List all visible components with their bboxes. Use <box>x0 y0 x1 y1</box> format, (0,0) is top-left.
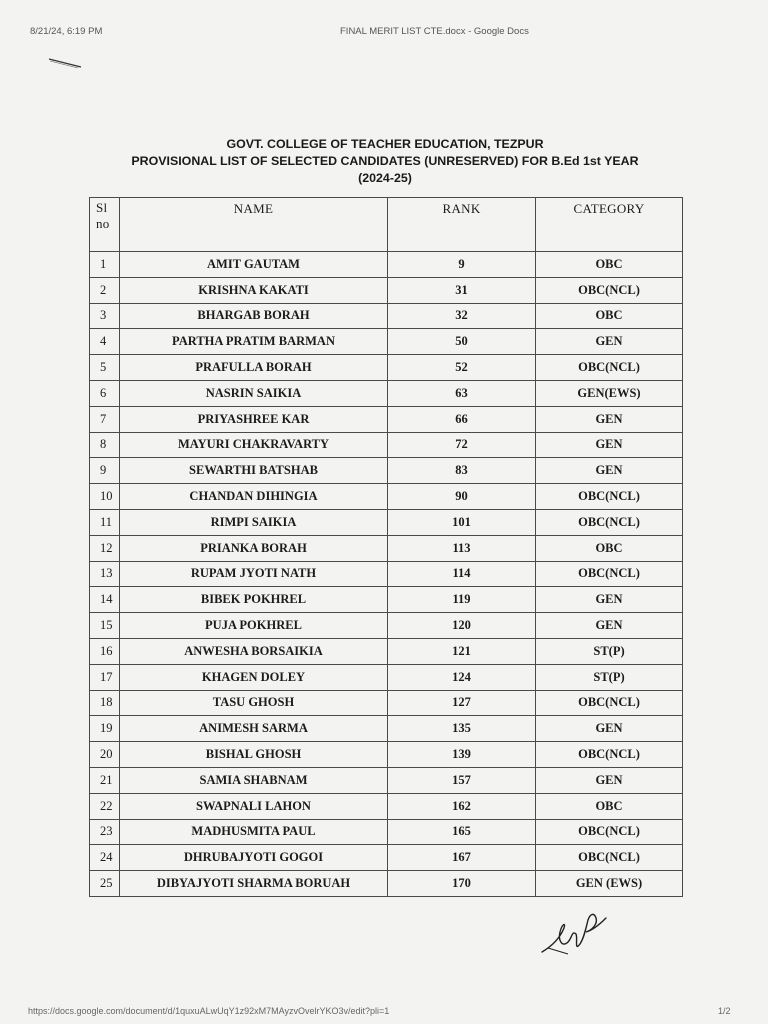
cell-sl-no: 20 <box>90 742 120 768</box>
cell-sl-no: 9 <box>90 458 120 484</box>
table-row <box>90 509 683 535</box>
cell-sl-no: 13 <box>90 561 120 587</box>
cell-rank: 170 <box>388 871 536 897</box>
cell-sl-no: 23 <box>90 819 120 845</box>
cell-category: OBC(NCL) <box>536 484 683 510</box>
cell-rank: 113 <box>388 535 536 561</box>
cell-sl-no: 4 <box>90 329 120 355</box>
cell-rank: 50 <box>388 329 536 355</box>
document-heading <box>60 136 710 187</box>
cell-rank: 31 <box>388 277 536 303</box>
table-header-row <box>90 198 683 252</box>
cell-category: GEN <box>536 767 683 793</box>
signature <box>538 908 608 960</box>
cell-name: PRAFULLA BORAH <box>120 355 388 381</box>
table-row <box>90 535 683 561</box>
cell-sl-no: 24 <box>90 845 120 871</box>
cell-name: ANWESHA BORSAIKIA <box>120 638 388 664</box>
table-row <box>90 561 683 587</box>
header-sl-line2: no <box>96 216 110 231</box>
cell-category: OBC(NCL) <box>536 355 683 381</box>
cell-category: OBC <box>536 252 683 278</box>
cell-category: ST(P) <box>536 664 683 690</box>
cell-category: OBC(NCL) <box>536 277 683 303</box>
cell-name: RUPAM JYOTI NATH <box>120 561 388 587</box>
header-sl-line1: Sl <box>96 200 108 215</box>
cell-rank: 119 <box>388 587 536 613</box>
table-row <box>90 742 683 768</box>
cell-name: CHANDAN DIHINGIA <box>120 484 388 510</box>
cell-name: SAMIA SHABNAM <box>120 767 388 793</box>
cell-name: MADHUSMITA PAUL <box>120 819 388 845</box>
cell-rank: 90 <box>388 484 536 510</box>
cell-sl-no: 22 <box>90 793 120 819</box>
table-row <box>90 252 683 278</box>
header-category: CATEGORY <box>536 198 683 252</box>
cell-category: ST(P) <box>536 638 683 664</box>
print-footer <box>0 1006 768 1020</box>
cell-category: GEN <box>536 329 683 355</box>
cell-rank: 72 <box>388 432 536 458</box>
cell-rank: 121 <box>388 638 536 664</box>
table-row <box>90 613 683 639</box>
cell-sl-no: 11 <box>90 509 120 535</box>
table-body <box>90 252 683 897</box>
stray-pen-mark <box>48 56 84 70</box>
cell-rank: 120 <box>388 613 536 639</box>
table-row <box>90 638 683 664</box>
header-sl-no <box>90 198 120 252</box>
cell-rank: 165 <box>388 819 536 845</box>
table-row <box>90 406 683 432</box>
cell-category: GEN <box>536 406 683 432</box>
cell-category: GEN(EWS) <box>536 380 683 406</box>
cell-name: KHAGEN DOLEY <box>120 664 388 690</box>
cell-category: OBC(NCL) <box>536 509 683 535</box>
cell-sl-no: 3 <box>90 303 120 329</box>
table-row <box>90 793 683 819</box>
print-timestamp: 8/21/24, 6:19 PM <box>30 26 103 37</box>
cell-sl-no: 2 <box>90 277 120 303</box>
cell-category: OBC <box>536 793 683 819</box>
cell-sl-no: 6 <box>90 380 120 406</box>
cell-sl-no: 25 <box>90 871 120 897</box>
table-row <box>90 587 683 613</box>
cell-sl-no: 18 <box>90 690 120 716</box>
cell-rank: 127 <box>388 690 536 716</box>
cell-category: GEN <box>536 587 683 613</box>
cell-sl-no: 17 <box>90 664 120 690</box>
cell-rank: 83 <box>388 458 536 484</box>
table-row <box>90 484 683 510</box>
table-row <box>90 432 683 458</box>
cell-rank: 63 <box>388 380 536 406</box>
cell-rank: 167 <box>388 845 536 871</box>
cell-category: OBC(NCL) <box>536 561 683 587</box>
cell-sl-no: 16 <box>90 638 120 664</box>
cell-name: AMIT GAUTAM <box>120 252 388 278</box>
cell-name: RIMPI SAIKIA <box>120 509 388 535</box>
cell-name: TASU GHOSH <box>120 690 388 716</box>
print-page-number: 1/2 <box>718 1006 731 1016</box>
cell-rank: 52 <box>388 355 536 381</box>
table-row <box>90 380 683 406</box>
cell-rank: 9 <box>388 252 536 278</box>
cell-rank: 114 <box>388 561 536 587</box>
table-row <box>90 716 683 742</box>
cell-sl-no: 7 <box>90 406 120 432</box>
header-name: NAME <box>120 198 388 252</box>
cell-rank: 101 <box>388 509 536 535</box>
cell-name: PRIYASHREE KAR <box>120 406 388 432</box>
cell-name: PARTHA PRATIM BARMAN <box>120 329 388 355</box>
cell-name: MAYURI CHAKRAVARTY <box>120 432 388 458</box>
table-row <box>90 355 683 381</box>
table-row <box>90 819 683 845</box>
cell-name: SEWARTHI BATSHAB <box>120 458 388 484</box>
print-doc-title: FINAL MERIT LIST CTE.docx - Google Docs <box>340 26 529 37</box>
cell-sl-no: 19 <box>90 716 120 742</box>
cell-sl-no: 5 <box>90 355 120 381</box>
cell-category: OBC(NCL) <box>536 819 683 845</box>
cell-name: BIBEK POKHREL <box>120 587 388 613</box>
cell-sl-no: 10 <box>90 484 120 510</box>
print-header <box>0 22 768 42</box>
cell-category: GEN <box>536 432 683 458</box>
cell-rank: 124 <box>388 664 536 690</box>
heading-list-title: PROVISIONAL LIST OF SELECTED CANDIDATES (UNRESERVED) FOR B.Ed 1st YEAR <box>131 154 639 168</box>
cell-category: GEN <box>536 716 683 742</box>
table-row <box>90 845 683 871</box>
table-row <box>90 664 683 690</box>
table-row <box>90 329 683 355</box>
cell-sl-no: 12 <box>90 535 120 561</box>
cell-name: NASRIN SAIKIA <box>120 380 388 406</box>
cell-rank: 139 <box>388 742 536 768</box>
cell-category: OBC <box>536 303 683 329</box>
cell-category: OBC <box>536 535 683 561</box>
cell-sl-no: 8 <box>90 432 120 458</box>
table-row <box>90 767 683 793</box>
cell-sl-no: 21 <box>90 767 120 793</box>
cell-name: KRISHNA KAKATI <box>120 277 388 303</box>
heading-session: (2024-25) <box>358 171 412 185</box>
cell-name: DIBYAJYOTI SHARMA BORUAH <box>120 871 388 897</box>
cell-name: PRIANKA BORAH <box>120 535 388 561</box>
heading-institution: GOVT. COLLEGE OF TEACHER EDUCATION, TEZPUR <box>226 137 544 151</box>
table-row <box>90 690 683 716</box>
merit-list-table <box>89 197 683 897</box>
cell-name: PUJA POKHREL <box>120 613 388 639</box>
cell-category: OBC(NCL) <box>536 690 683 716</box>
table-row <box>90 871 683 897</box>
header-rank: RANK <box>388 198 536 252</box>
cell-name: DHRUBAJYOTI GOGOI <box>120 845 388 871</box>
cell-category: GEN <box>536 458 683 484</box>
cell-sl-no: 1 <box>90 252 120 278</box>
cell-category: GEN (EWS) <box>536 871 683 897</box>
cell-category: OBC(NCL) <box>536 845 683 871</box>
cell-name: BHARGAB BORAH <box>120 303 388 329</box>
table-row <box>90 303 683 329</box>
cell-rank: 162 <box>388 793 536 819</box>
cell-name: SWAPNALI LAHON <box>120 793 388 819</box>
cell-category: GEN <box>536 613 683 639</box>
cell-sl-no: 14 <box>90 587 120 613</box>
table-row <box>90 277 683 303</box>
cell-sl-no: 15 <box>90 613 120 639</box>
cell-rank: 135 <box>388 716 536 742</box>
cell-name: ANIMESH SARMA <box>120 716 388 742</box>
cell-rank: 66 <box>388 406 536 432</box>
table-row <box>90 458 683 484</box>
cell-rank: 157 <box>388 767 536 793</box>
print-url: https://docs.google.com/document/d/1quxuALwUqY1z92xM7MAyzvOvelrYKO3v/edit?pli=1 <box>28 1006 390 1016</box>
cell-rank: 32 <box>388 303 536 329</box>
cell-category: OBC(NCL) <box>536 742 683 768</box>
cell-name: BISHAL GHOSH <box>120 742 388 768</box>
